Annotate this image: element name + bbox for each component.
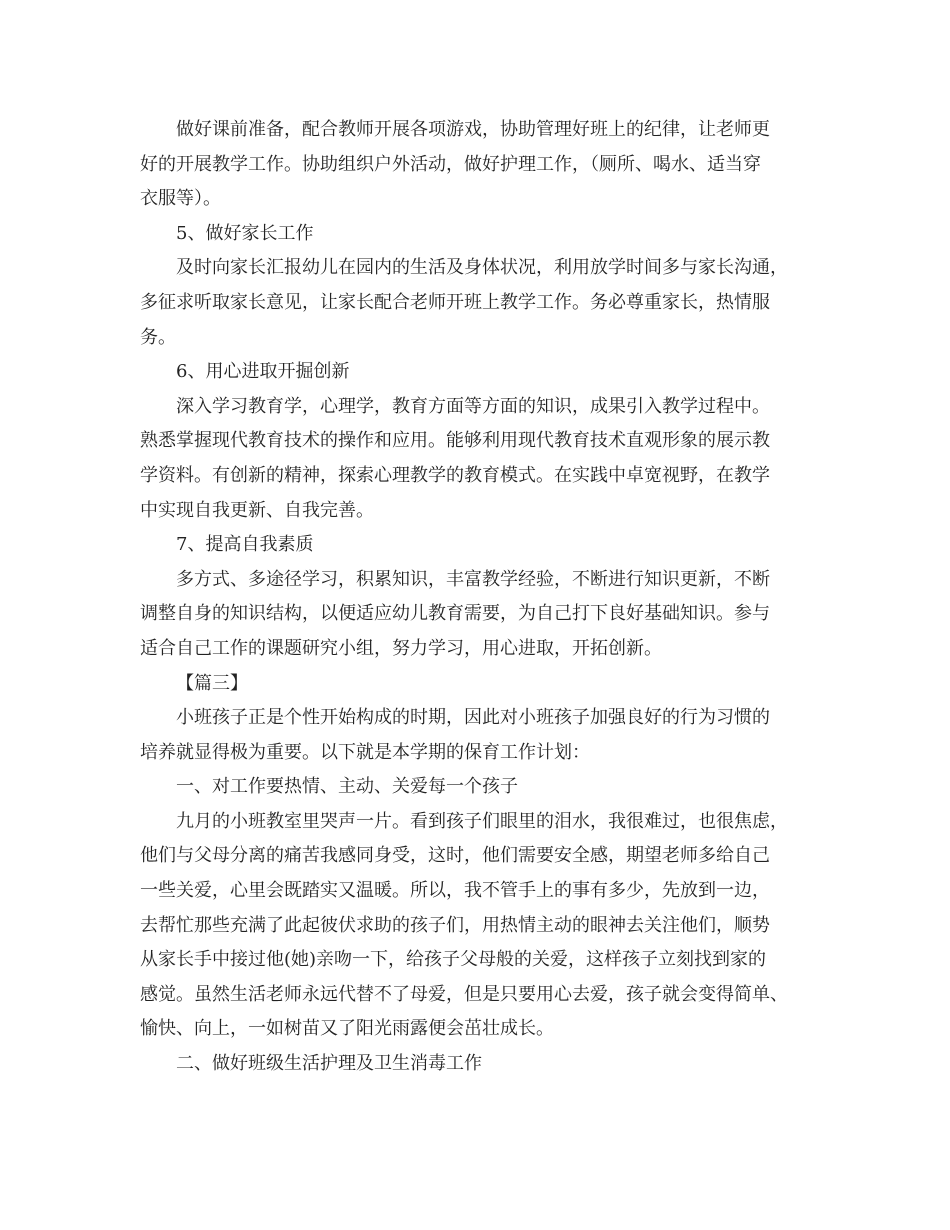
document-body	[140, 113, 810, 1082]
text-line: 九月的小班教室里哭声一片。看到孩子们眼里的泪水，我很难过，也很焦虑，	[176, 810, 788, 832]
text-line: 及时向家长汇报幼儿在园内的生活及身体状况，利用放学时间多与家长沟通，	[176, 257, 788, 279]
text-line: 6、用心进取开掘创新	[176, 361, 350, 383]
text-line: 衣服等）。	[140, 188, 221, 210]
text-line: 多征求听取家长意见，让家长配合老师开班上教学工作。务必尊重家长，热情服	[140, 291, 770, 313]
text-line: 深入学习教育学，心理学，教育方面等方面的知识，成果引入教学过程中。	[176, 395, 770, 417]
text-line: 做好课前准备，配合教师开展各项游戏，协助管理好班上的纪律，让老师更	[176, 119, 770, 140]
text-line: 愉快、向上，一如树苗又了阳光雨露便会茁壮成长。	[140, 1018, 554, 1040]
text-line: 感觉。虽然生活老师永远代替不了母爱，但是只要用心去爱，孩子就会变得简单、	[140, 983, 788, 1005]
text-line: 一、对工作要热情、主动、关爱每一个孩子	[176, 776, 518, 798]
text-line: 小班孩子正是个性开始构成的时期，因此对小班孩子加强良好的行为习惯的	[176, 707, 770, 729]
text-line: 从家长手中接过他(她)亲吻一下，给孩子父母般的关爱，这样孩子立刻找到家的	[140, 949, 767, 971]
text-line: 多方式、多途径学习，积累知识，丰富教学经验，不断进行知识更新，不断	[176, 568, 770, 590]
text-line: 二、做好班级生活护理及卫生消毒工作	[176, 1053, 482, 1075]
text-line: 中实现自我更新、自我完善。	[140, 499, 374, 521]
text-line: 调整自身的知识结构，以便适应幼儿教育需要，为自己打下良好基础知识。参与	[140, 603, 770, 625]
text-line: 7、提高自我素质	[176, 534, 314, 556]
text-line: 去帮忙那些充满了此起彼伏求助的孩子们，用热情主动的眼神去关注他们，顺势	[140, 914, 770, 936]
text-line: 适合自己工作的课题研究小组，努力学习，用心进取，开拓创新。	[140, 637, 662, 659]
text-line: 【篇三】	[176, 672, 248, 694]
text-line: 务。	[140, 326, 176, 348]
text-line: 培养就显得极为重要。以下就是本学期的保育工作计划：	[140, 741, 590, 763]
text-line: 5、做好家长工作	[176, 222, 314, 244]
text-line: 他们与父母分离的痛苦我感同身受，这时，他们需要安全感，期望老师多给自己	[140, 845, 770, 867]
text-line: 熟悉掌握现代教育技术的操作和应用。能够利用现代教育技术直观形象的展示教	[140, 430, 770, 452]
text-line: 好的开展教学工作。协助组织户外活动，做好护理工作，（厕所、喝水、适当穿	[140, 153, 761, 175]
text-line: 一些关爱，心里会既踏实又温暖。所以，我不管手上的事有多少，先放到一边，	[140, 880, 770, 902]
text-line: 学资料。有创新的精神，探索心理教学的教育模式。在实践中卓宽视野，在教学	[140, 464, 770, 486]
